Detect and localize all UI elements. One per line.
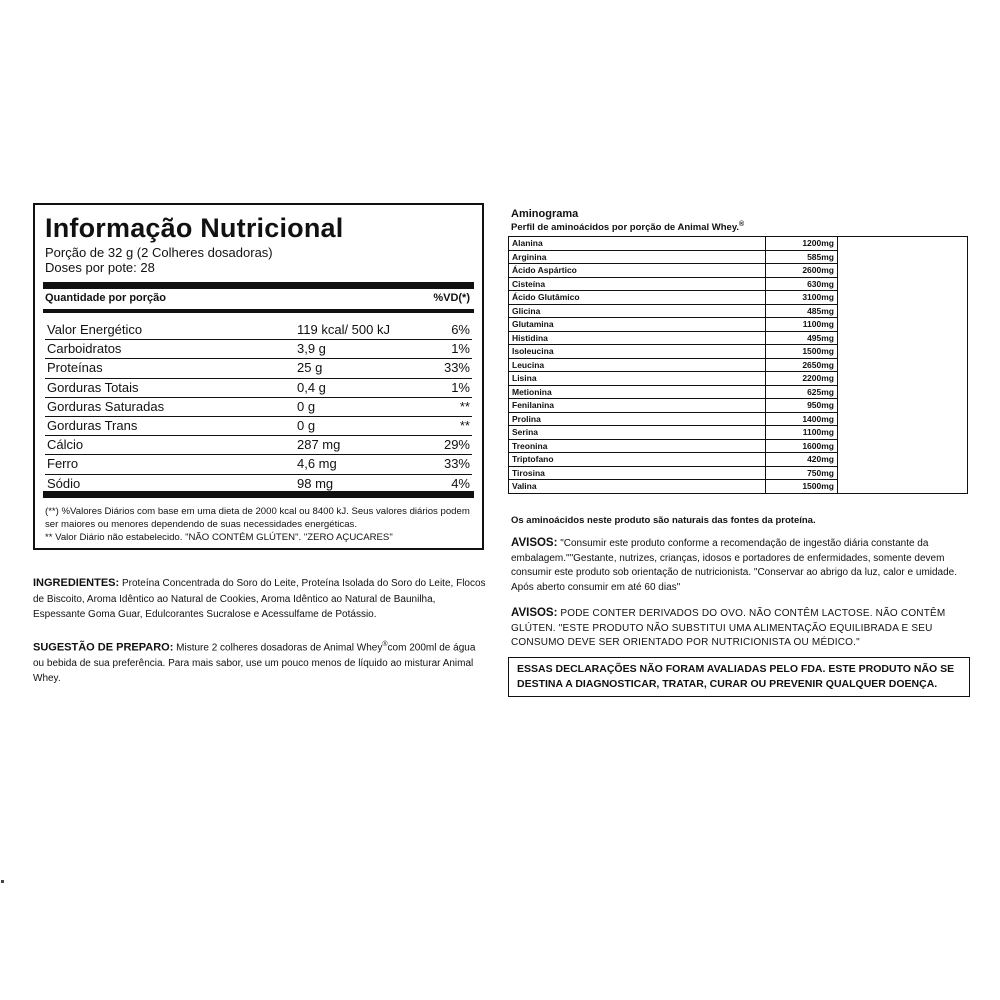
- fda-disclaimer: ESSAS DECLARAÇÕES NÃO FORAM AVALIADAS PELO FDA. ESTE PRODUTO NÃO SE DESTINA A DIAGNOSTICAR, TRATAR, CURAR OU PREVENIR QUALQUER DOENÇA.: [508, 657, 970, 697]
- nutrient-row: [45, 417, 472, 436]
- nutrient-name: Ferro: [47, 456, 79, 472]
- nutrient-amount: 119 kcal/ 500 kJ: [297, 322, 390, 337]
- amino-value: 625mg: [766, 385, 838, 399]
- aminogram-title: Aminograma: [511, 208, 579, 220]
- amino-row: [509, 318, 968, 332]
- amino-row: [509, 399, 968, 413]
- nutrient-dv: 4%: [451, 475, 470, 491]
- amino-spacer: [838, 480, 968, 494]
- preparation-section: [33, 637, 488, 687]
- nutrient-dv: 1%: [451, 341, 470, 357]
- amino-value: 1200mg: [766, 237, 838, 251]
- nutrition-title: Informação Nutricional: [45, 213, 344, 243]
- quantity-header-label: Quantidade por porção: [45, 292, 167, 304]
- nutrition-facts-panel: [33, 203, 484, 550]
- ingredients-label: INGREDIENTES:: [33, 577, 120, 589]
- amino-value: 585mg: [766, 250, 838, 264]
- nutrient-row: [45, 321, 472, 340]
- preparation-text-1: Misture 2 colheres dosadoras de Animal Whey: [173, 642, 383, 654]
- warnings-text-1: "Consumir este produto conforme a recomendação de ingestão diária constante da embalagem.""Gestante, nutrizes, crianças, idosos e portadores de enfermidades, somente devem consumir este produto sob orientação de nutricionista. "Conservar ao abrigo da luz, calor e umidade. Após aberto consumir em até 60 dias": [511, 538, 958, 593]
- amino-row: [509, 264, 968, 278]
- nutrient-row: [45, 436, 472, 455]
- footnote-not-established: ** Valor Diário não estabelecido. "NÃO CONTÉM GLÚTEN". "ZERO AÇUCARES": [45, 532, 393, 543]
- nutrient-amount: 0 g: [297, 398, 316, 414]
- amino-row: [509, 480, 968, 494]
- nutrient-name: Valor Energético: [47, 322, 143, 337]
- amino-row: [509, 466, 968, 480]
- nutrient-dv: 33%: [443, 456, 470, 472]
- warnings-section-1: [511, 536, 971, 595]
- divider-thick: [43, 282, 474, 289]
- amino-row: [509, 439, 968, 453]
- amino-value: 2650mg: [766, 358, 838, 372]
- amino-spacer: [838, 453, 968, 467]
- nutrient-dv: **: [459, 398, 470, 414]
- amino-name: Glutamina: [509, 318, 766, 332]
- dv-header-label: %VD(*): [433, 292, 470, 304]
- amino-name: Alanina: [509, 237, 766, 251]
- amino-name: Valina: [509, 480, 766, 494]
- amino-spacer: [838, 358, 968, 372]
- nutrient-name: Cálcio: [47, 437, 84, 453]
- registered-mark: ®: [739, 221, 745, 228]
- amino-row: [509, 291, 968, 305]
- amino-row: [509, 426, 968, 440]
- amino-value: 1100mg: [766, 318, 838, 332]
- amino-value: 495mg: [766, 331, 838, 345]
- warnings-text-2: PODE CONTER DERIVADOS DO OVO. NÃO CONTÊM LACTOSE. NÃO CONTÊM GLÚTEN. "ESTE PRODUTO NÃO SUBSTITUI UMA ALIMENTAÇÃO EQUILIBRADA E SEU CONSUMO DEVE SER ORIENTADO POR NUTRICIONISTA OU MÉDICO.": [511, 608, 946, 648]
- amino-spacer: [838, 277, 968, 291]
- amino-row: [509, 453, 968, 467]
- amino-row: [509, 358, 968, 372]
- nutrient-row: [45, 340, 472, 359]
- amino-value: 2600mg: [766, 264, 838, 278]
- amino-spacer: [838, 426, 968, 440]
- nutrient-rows: [45, 321, 472, 494]
- ingredients-text: Proteína Concentrada do Soro do Leite, Proteína Isolada do Soro do Leite, Flocos de Biscoito, Aroma Idêntico ao Natural de Cookies, Aroma Idêntico ao Natural de Baunilha, Espessante Goma Guar, Edulcorantes Sucralose e Acessulfame de Potássio.: [33, 578, 486, 620]
- amino-value: 420mg: [766, 453, 838, 467]
- nutrient-name: Carboidratos: [47, 341, 122, 357]
- nutrient-name: Gorduras Saturadas: [47, 398, 165, 414]
- amino-value: 950mg: [766, 399, 838, 413]
- amino-value: 1600mg: [766, 439, 838, 453]
- amino-spacer: [838, 237, 968, 251]
- aminogram-table: [508, 236, 968, 494]
- preparation-text-2: com 200ml de água ou bebida de sua preferência. Para mais sabor, use um pouco menos de líquido ao misturar Animal Whey.: [33, 642, 476, 685]
- amino-name: Histidina: [509, 331, 766, 345]
- serving-size: Porção de 32 g (2 Colheres dosadoras): [45, 245, 273, 260]
- nutrient-name: Sódio: [47, 475, 81, 491]
- amino-row: [509, 331, 968, 345]
- amino-name: Arginina: [509, 250, 766, 264]
- nutrition-footnotes: [45, 505, 474, 544]
- amino-name: Serina: [509, 426, 766, 440]
- amino-spacer: [838, 439, 968, 453]
- amino-name: Isoleucina: [509, 345, 766, 359]
- amino-value: 630mg: [766, 277, 838, 291]
- amino-name: Prolina: [509, 412, 766, 426]
- amino-value: 2200mg: [766, 372, 838, 386]
- ingredients-section: [33, 576, 488, 623]
- nutrient-dv: **: [459, 417, 470, 433]
- nutrient-amount: 98 mg: [297, 475, 334, 491]
- amino-spacer: [838, 331, 968, 345]
- aminogram-note: Os aminoácidos neste produto são naturais das fontes da proteína.: [511, 515, 816, 526]
- amino-name: Glicina: [509, 304, 766, 318]
- amino-row: [509, 412, 968, 426]
- warnings-label-1: AVISOS:: [511, 537, 558, 549]
- quantity-header: [45, 292, 470, 306]
- nutrient-dv: 1%: [451, 379, 470, 395]
- amino-row: [509, 304, 968, 318]
- nutrient-amount: 287 mg: [297, 437, 341, 453]
- warnings-section-2: [511, 606, 971, 651]
- amino-spacer: [838, 304, 968, 318]
- amino-name: Metionina: [509, 385, 766, 399]
- amino-value: 3100mg: [766, 291, 838, 305]
- nutrient-amount: 0,4 g: [297, 379, 326, 395]
- nutrient-row: [45, 359, 472, 378]
- amino-row: [509, 250, 968, 264]
- amino-spacer: [838, 385, 968, 399]
- amino-spacer: [838, 412, 968, 426]
- nutrient-dv: 29%: [443, 437, 470, 453]
- amino-value: 485mg: [766, 304, 838, 318]
- amino-name: Ácido Aspártico: [509, 264, 766, 278]
- nutrient-row: [45, 455, 472, 474]
- amino-row: [509, 385, 968, 399]
- amino-name: Lisina: [509, 372, 766, 386]
- divider-thick-bottom: [43, 491, 474, 498]
- amino-spacer: [838, 466, 968, 480]
- amino-value: 750mg: [766, 466, 838, 480]
- amino-spacer: [838, 372, 968, 386]
- nutrient-amount: 3,9 g: [297, 341, 326, 357]
- nutrient-name: Gorduras Totais: [47, 379, 139, 395]
- stray-dot: [1, 880, 4, 883]
- preparation-label: SUGESTÃO DE PREPARO:: [33, 641, 174, 654]
- warnings-label-2: AVISOS:: [511, 607, 558, 619]
- nutrient-row: [45, 398, 472, 417]
- amino-row: [509, 372, 968, 386]
- doses-per-container: Doses por pote: 28: [45, 260, 155, 275]
- amino-value: 1400mg: [766, 412, 838, 426]
- serving-info: [45, 245, 273, 275]
- amino-spacer: [838, 399, 968, 413]
- amino-spacer: [838, 264, 968, 278]
- aminogram-subtitle: [511, 221, 744, 233]
- registered-mark: ®: [382, 641, 388, 648]
- amino-name: Fenilanina: [509, 399, 766, 413]
- amino-spacer: [838, 291, 968, 305]
- amino-row: [509, 237, 968, 251]
- amino-spacer: [838, 345, 968, 359]
- amino-value: 1500mg: [766, 480, 838, 494]
- nutrient-row: [45, 379, 472, 398]
- aminogram-subtitle-text: Perfil de aminoácidos por porção de Animal Whey.: [511, 222, 740, 234]
- amino-spacer: [838, 318, 968, 332]
- amino-row: [509, 277, 968, 291]
- amino-name: Cisteína: [509, 277, 766, 291]
- nutrient-amount: 0 g: [297, 417, 316, 433]
- amino-name: Treonina: [509, 439, 766, 453]
- nutrient-dv: 6%: [451, 322, 470, 337]
- nutrient-name: Gorduras Trans: [47, 417, 138, 433]
- amino-row: [509, 345, 968, 359]
- nutrient-amount: 4,6 mg: [297, 456, 337, 472]
- amino-name: Ácido Glutâmico: [509, 291, 766, 305]
- divider-medium: [43, 309, 474, 313]
- nutrient-dv: 33%: [443, 360, 470, 376]
- amino-value: 1100mg: [766, 426, 838, 440]
- amino-name: Tirosina: [509, 466, 766, 480]
- amino-name: Leucina: [509, 358, 766, 372]
- footnote-daily-values: (**) %Valores Diários com base em uma dieta de 2000 kcal ou 8400 kJ. Seus valores diários podem ser maiores ou menores dependendo de suas necessidades energéticas.: [45, 506, 470, 530]
- nutrient-name: Proteínas: [47, 360, 103, 376]
- amino-spacer: [838, 250, 968, 264]
- amino-value: 1500mg: [766, 345, 838, 359]
- nutrient-amount: 25 g: [297, 360, 323, 376]
- amino-name: Triptofano: [509, 453, 766, 467]
